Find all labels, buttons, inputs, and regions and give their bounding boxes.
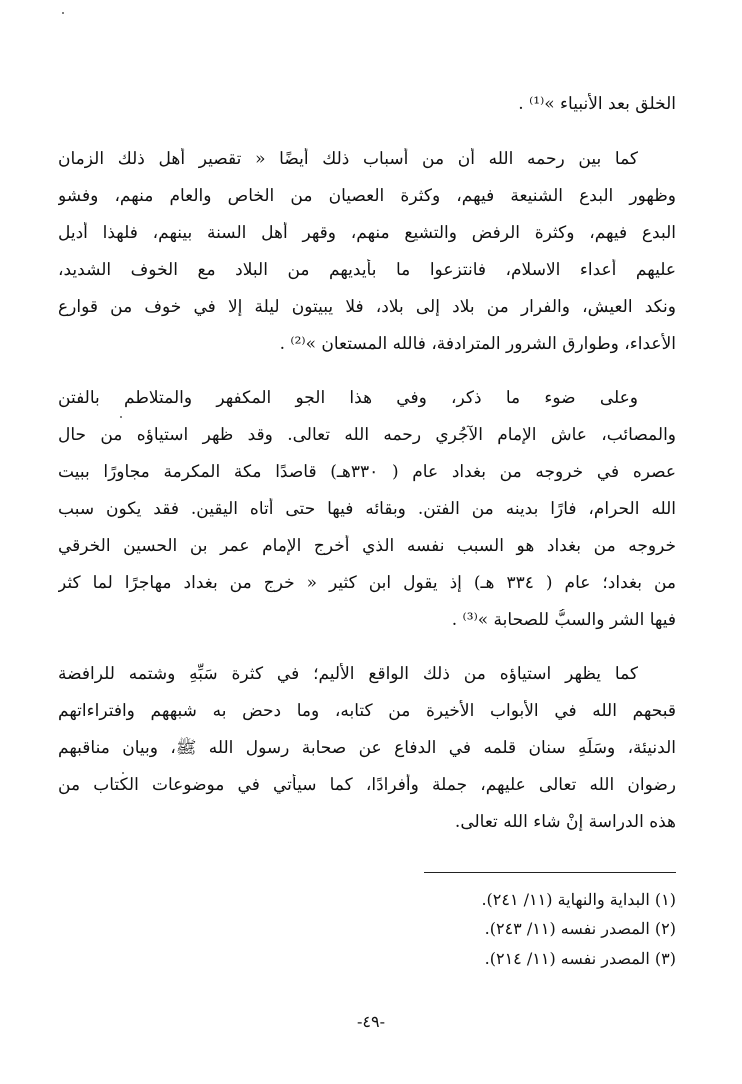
text-line: فيها الشر والسبُّ للصحابة »⁽³⁾ . — [451, 610, 676, 630]
footnote: (١) البداية والنهاية (١١/ ٢٤١). — [481, 890, 676, 909]
text-line: وعلى ضوء ما ذكر، وفي هذا الجو المكفهر والمتلاطم بالفتن — [58, 388, 638, 408]
text-line: الله الحرام، فارًا بدينه من الفتن. وبقائه فيها حتى أتاه اليقين. فقد يكون سبب — [58, 499, 676, 519]
text-line: قبحهم الله في الأبواب الأخيرة من كتابه، وما دحض به شبههم وافتراءاتهم — [58, 701, 676, 721]
text-line: الأعداء، وطوارق الشرور المترادفة، فالله المستعان »⁽²⁾ . — [279, 334, 676, 354]
text-line: ونكد العيش، والفرار من بلاد إلى بلاد، فلا يبيتون ليلة إلا في خوف من قوارع — [58, 297, 676, 317]
text-line: كما بين رحمه الله أن من أسباب ذلك أيضًا « تقصير أهل ذلك الزمان — [58, 149, 638, 169]
text-line: والمصائب، عاش الإمام الآجُري رحمه الله تعالى. وقد ظهر استياؤه من حال — [58, 425, 676, 445]
text-line: الدنيئة، وسَلِّهِ سنان قلمه في الدفاع عن صحابة رسول الله ﷺ، وبيان مناقبهم — [58, 738, 676, 758]
text-line: رضوان الله تعالى عليهم، جملة وأفرادًا، كما سيأتي في موضوعات الكتاب من — [58, 775, 676, 795]
scan-speck — [122, 772, 124, 774]
text-line: وظهور البدع الشنيعة فيهم، وكثرة العصيان من الخاص والعام منهم، وفشو — [58, 186, 676, 206]
text-line: البدع فيهم، وكثرة الرفض والتشيع منهم، وقهر أهل السنة بينهم، فلهذا أديل — [58, 223, 676, 243]
text-line: خروجه من بغداد هو السبب نفسه الذي أخرج الإمام عمر بن الحسين الخرقي — [58, 536, 676, 556]
footnote: (٢) المصدر نفسه (١١/ ٢٤٣). — [484, 919, 676, 938]
text-line: عصره في خروجه من بغداد عام ( ٣٣٠هـ) قاصدًا مكة المكرمة مجاورًا ببيت — [58, 462, 676, 482]
text-line: هذه الدراسة إنْ شاء الله تعالى. — [454, 812, 676, 832]
text-line: عليهم أعداء الاسلام، فانتزعوا ما بأيديهم من البلاد مع الخوف الشديد، — [58, 260, 676, 280]
footnote-separator — [424, 872, 676, 873]
scan-speck — [120, 416, 122, 418]
text-line: من بغداد؛ عام ( ٣٣٤ هـ) إذ يقول ابن كثير « خرج من بغداد مهاجرًا لما كثر — [58, 573, 676, 593]
text-line: كما يظهر استياؤه من ذلك الواقع الأليم؛ في كثرة سَبِّهِ وشتمه للرافضة — [58, 664, 638, 684]
page-number: -٤٩- — [357, 1012, 385, 1031]
text-line: الخلق بعد الأنبياء »⁽¹⁾ . — [518, 94, 676, 114]
footnote: (٣) المصدر نفسه (١١/ ٢١٤). — [484, 949, 676, 968]
scan-speck — [62, 12, 64, 14]
